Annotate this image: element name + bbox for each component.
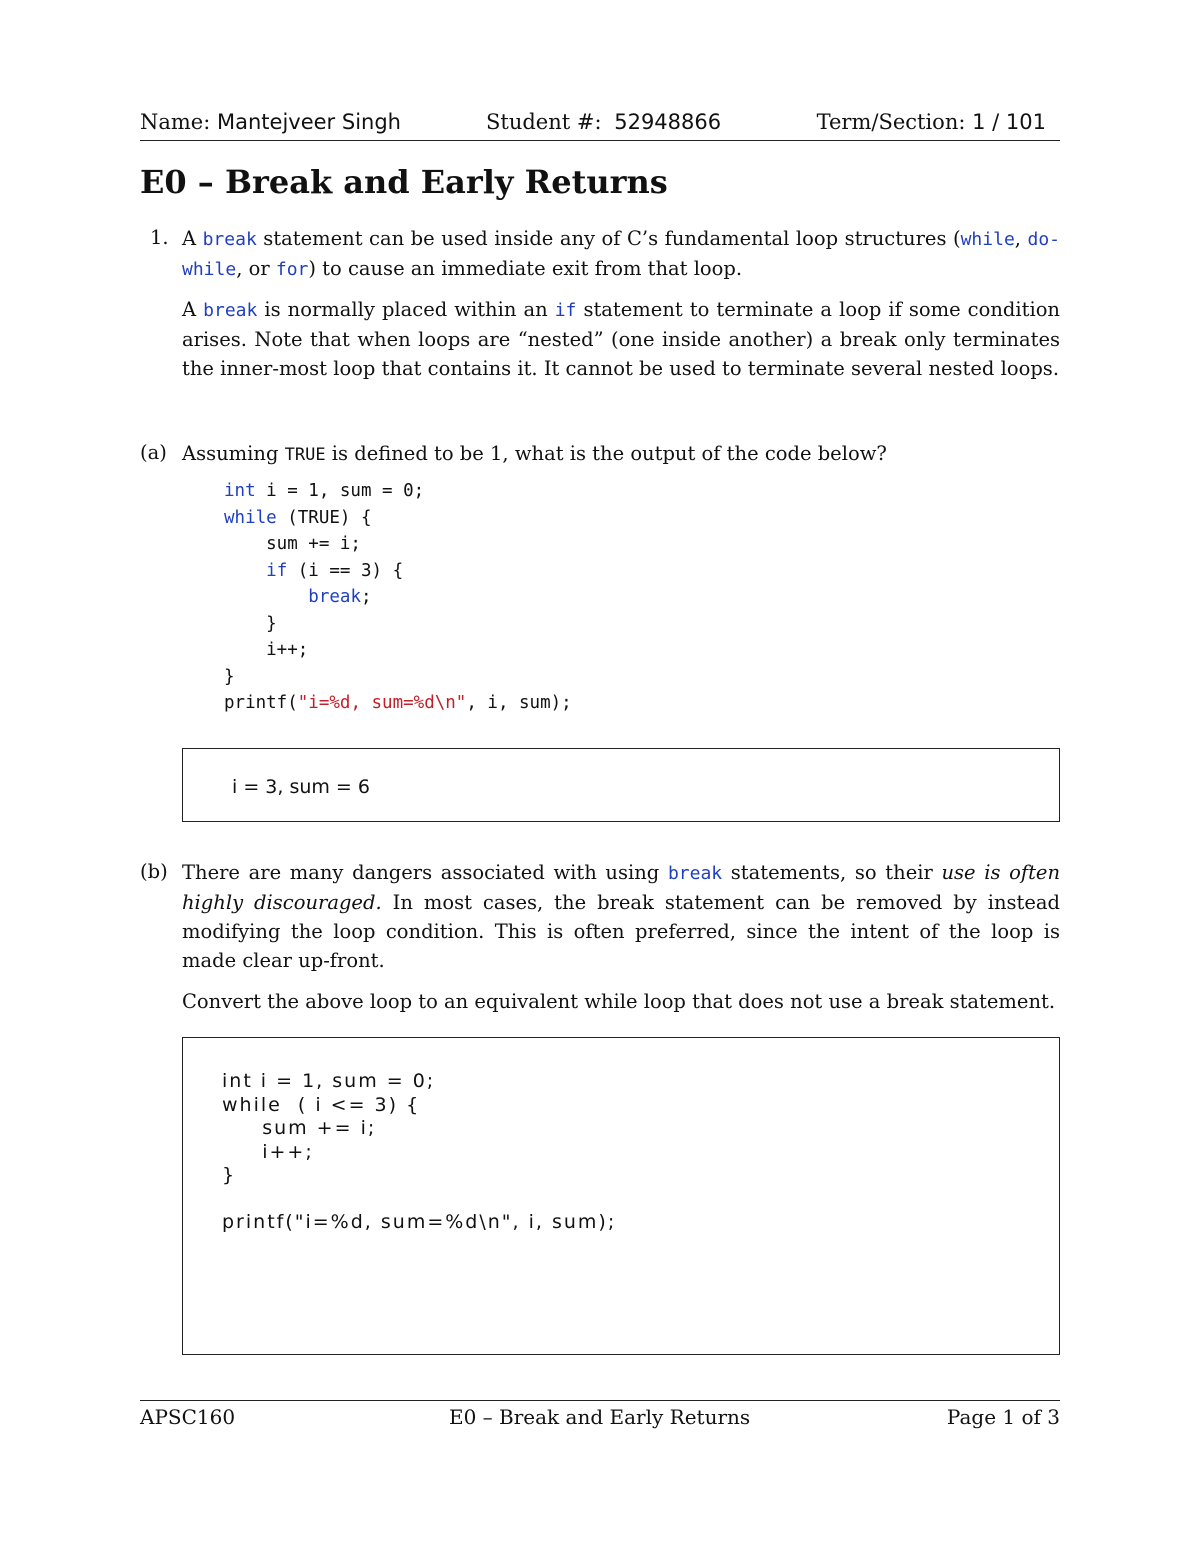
- keyword-true: TRUE: [284, 445, 326, 465]
- text: ,: [1014, 227, 1021, 250]
- text: A: [182, 227, 203, 250]
- code-indent: [224, 561, 266, 581]
- question-number: 1.: [150, 226, 169, 249]
- text: statement can be used inside any of C’s fundamental loop structures (: [256, 227, 961, 250]
- answer-line: printf("i=%d, sum=%d\n", i, sum);: [222, 1211, 617, 1233]
- answer-b-code: [222, 1070, 616, 1235]
- text: There are many dangers associated with using: [182, 861, 668, 884]
- text: Assuming: [182, 442, 285, 465]
- student-number-field: [486, 110, 721, 134]
- footer-title: E0 – Break and Early Returns: [449, 1405, 751, 1429]
- answer-a-text: i = 3, sum = 6: [232, 776, 370, 798]
- footer-page-number: Page 1 of 3: [946, 1405, 1060, 1429]
- code-text: ;: [360, 587, 372, 607]
- name-value: Mantejveer Singh: [217, 110, 401, 134]
- text: is normally placed within an: [257, 298, 555, 321]
- code-text: (i == 3) {: [287, 560, 404, 581]
- text: ) to cause an immediate exit from that loop.: [308, 257, 743, 280]
- keyword-break: break: [203, 300, 258, 321]
- code-text: , i, sum);: [466, 693, 572, 713]
- part-b-label: (b): [140, 860, 168, 883]
- text: A: [182, 298, 204, 321]
- footer-rule: [140, 1400, 1060, 1401]
- keyword-break: break: [667, 863, 723, 884]
- term-label: Term/Section:: [816, 110, 966, 134]
- answer-line: int i = 1, sum = 0;: [222, 1070, 436, 1092]
- part-a-prompt: [182, 439, 1060, 470]
- code-keyword: while: [224, 507, 277, 528]
- keyword-if: if: [554, 300, 577, 321]
- student-label: Student #:: [486, 110, 602, 134]
- code-listing: [224, 478, 572, 717]
- code-text: }: [224, 613, 277, 634]
- header-rule: [140, 140, 1060, 141]
- code-text: (TRUE) {: [276, 507, 372, 528]
- keyword-break: break: [202, 229, 257, 250]
- code-text: i++;: [224, 640, 309, 660]
- text: statement to terminate a loop if some condition arises. Note that when loops are “nested” (one inside another) a break only terminates the inner-most loop that contains it. It cannot be used to terminate several nested loops.: [182, 298, 1060, 380]
- part-b-instruction: Convert the above loop to an equivalent while loop that does not use a break statement.: [182, 990, 1056, 1013]
- keyword-while: while: [960, 229, 1015, 250]
- question-intro-paragraph: [182, 224, 1060, 284]
- emphasis-text: use is often highly discouraged.: [182, 861, 1061, 914]
- part-b-prompt: [182, 858, 1060, 975]
- keyword-do-while: do-while: [182, 229, 1061, 280]
- footer-course: APSC160: [140, 1405, 236, 1429]
- code-text: }: [224, 666, 235, 687]
- answer-line: }: [222, 1164, 237, 1186]
- name-field: [140, 110, 401, 134]
- code-text: sum += i;: [224, 534, 361, 554]
- question-explanation-paragraph: [182, 295, 1060, 383]
- code-keyword: break: [308, 587, 361, 607]
- code-keyword: int: [224, 481, 256, 501]
- code-keyword: if: [266, 560, 288, 581]
- text: statements, so their: [722, 861, 942, 884]
- code-indent: [224, 587, 308, 607]
- text: , or: [236, 257, 276, 280]
- keyword-for: for: [275, 259, 309, 280]
- answer-line: while ( i <= 3) {: [222, 1093, 421, 1116]
- code-text: i = 1, sum = 0;: [255, 481, 425, 501]
- name-label: Name:: [140, 110, 211, 134]
- text: is defined to be 1, what is the output of the code below?: [325, 442, 887, 465]
- code-text: printf(: [224, 693, 298, 713]
- part-a-label: (a): [140, 441, 167, 464]
- term-section-field: [817, 110, 1046, 134]
- text: In most cases, the break statement can be removed by instead modifying the loop condition. This is often preferred, since the intent of the loop is made clear up-front.: [182, 891, 1061, 972]
- term-value: 1 / 101: [972, 110, 1046, 134]
- answer-line: i++;: [222, 1140, 314, 1163]
- code-string: "i=%d, sum=%d\n": [297, 693, 467, 713]
- student-value: 52948866: [614, 110, 722, 134]
- answer-line: sum += i;: [222, 1117, 377, 1139]
- page-title: E0 – Break and Early Returns: [140, 163, 668, 201]
